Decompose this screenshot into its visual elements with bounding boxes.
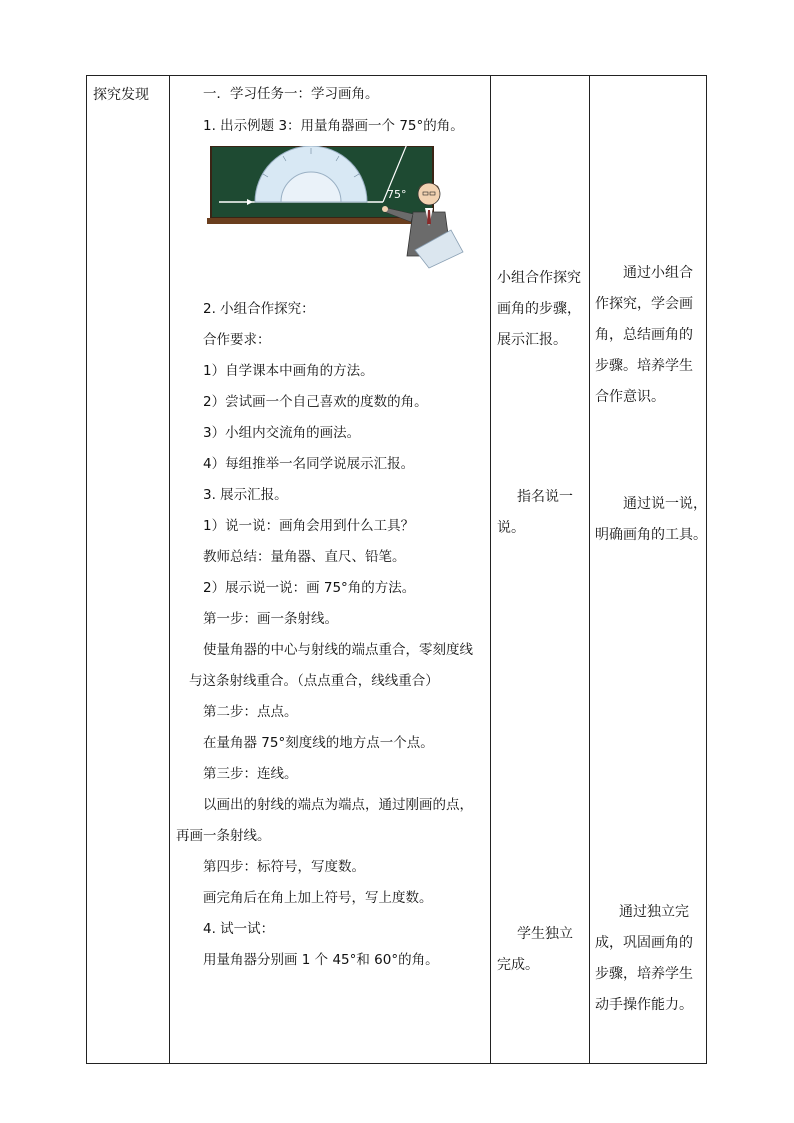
student-activity-3	[497, 919, 589, 981]
intent-line: 步骤，培养学生	[595, 966, 693, 982]
task4-title: 4. 试一试：	[203, 921, 275, 937]
intent-line: 通过小组合	[623, 265, 693, 281]
student-line: 完成。	[497, 957, 539, 973]
step-4: 第四步：标符号，写度数。	[203, 859, 365, 875]
student-line: 学生独立	[517, 926, 573, 942]
intent-line: 通过独立完	[619, 904, 689, 920]
step-3: 第三步：连线。	[203, 766, 298, 782]
requirement-2: 2）尝试画一个自己喜欢的度数的角。	[203, 394, 428, 410]
step-3-desc-cont: 再画一条射线。	[176, 828, 271, 844]
task3-title: 3. 展示汇报。	[203, 487, 288, 503]
requirement-1: 1）自学课本中画角的方法。	[203, 363, 374, 379]
step-2-desc: 在量角器 75°刻度线的地方点一个点。	[203, 735, 434, 751]
intent-line: 明确画角的工具。	[595, 527, 707, 543]
step-4-desc: 画完角后在角上加上符号，写上度数。	[203, 890, 433, 906]
section-label: 探究发现	[93, 87, 149, 103]
lesson-table	[86, 75, 707, 1064]
task1-heading: 一．学习任务一：学习画角。	[203, 86, 379, 102]
intent-line: 合作意识。	[595, 389, 665, 405]
requirement-4: 4）每组推举一名同学说展示汇报。	[203, 456, 415, 472]
column-divider	[169, 76, 170, 1063]
column-divider	[589, 76, 590, 1063]
intent-line: 动手操作能力。	[595, 997, 693, 1013]
student-line: 画角的步骤，	[497, 301, 581, 317]
say-question: 1）说一说：画角会用到什么工具？	[203, 518, 415, 534]
step-1-desc: 使量角器的中心与射线的端点重合，零刻度线	[203, 642, 473, 658]
step-3-desc: 以画出的射线的端点为端点，通过刚画的点，	[203, 797, 473, 813]
example-text: 1. 出示例题 3：用量角器画一个 75°的角。	[203, 118, 464, 134]
blackboard-illustration	[207, 146, 482, 274]
teacher-summary: 教师总结：量角器、直尺、铅笔。	[203, 549, 406, 565]
intent-line: 通过说一说，	[623, 496, 707, 512]
student-line: 展示汇报。	[497, 332, 567, 348]
student-line: 说。	[497, 520, 525, 536]
design-intent-3	[595, 897, 705, 1021]
step-1-desc-cont: 与这条射线重合。（点点重合，线线重合）	[189, 673, 439, 689]
intent-line: 角，总结画角的	[595, 327, 693, 343]
angle-label: 75°	[387, 188, 407, 201]
task2-title: 2. 小组合作探究：	[203, 301, 315, 317]
design-intent-2	[595, 489, 705, 551]
design-intent-1	[595, 258, 705, 413]
step-2: 第二步：点点。	[203, 704, 298, 720]
requirements-title: 合作要求：	[203, 332, 271, 348]
student-line: 指名说一	[517, 489, 573, 505]
intent-line: 成，巩固画角的	[595, 935, 693, 951]
column-divider	[490, 76, 491, 1063]
show-method: 2）展示说一说：画 75°角的方法。	[203, 580, 416, 596]
step-1: 第一步：画一条射线。	[203, 611, 338, 627]
intent-line: 步骤。培养学生	[595, 358, 693, 374]
task4-desc: 用量角器分别画 1 个 45°和 60°的角。	[203, 952, 439, 968]
student-line: 小组合作探究	[497, 270, 581, 286]
requirement-3: 3）小组内交流角的画法。	[203, 425, 361, 441]
student-activity-1	[497, 263, 589, 356]
intent-line: 作探究，学会画	[595, 296, 693, 312]
student-activity-2	[497, 482, 589, 544]
